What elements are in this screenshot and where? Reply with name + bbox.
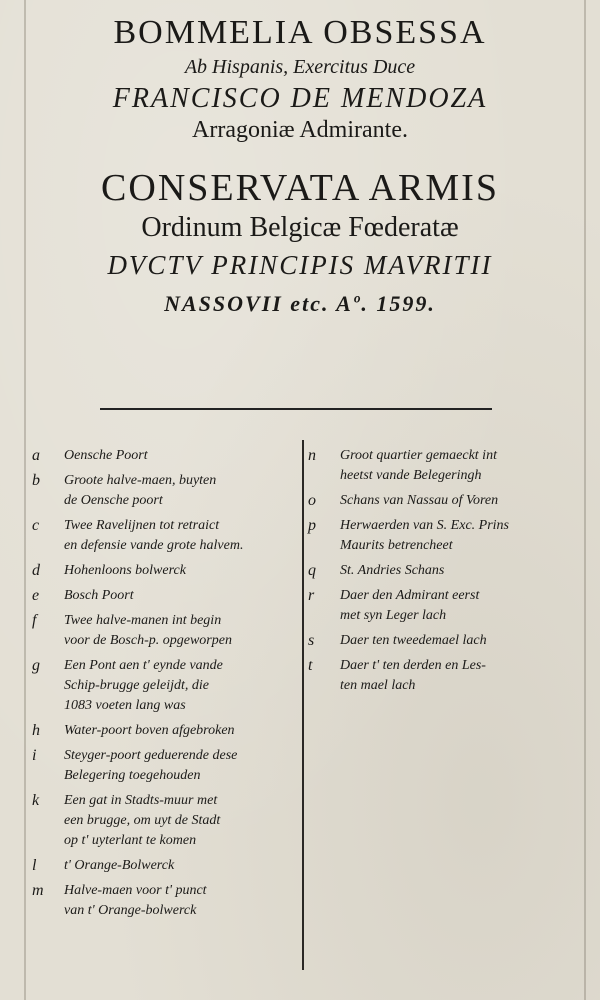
legend-text xyxy=(64,586,298,606)
legend-entry xyxy=(32,471,298,511)
legend-entry xyxy=(308,586,578,626)
legend-text-line: Water-poort boven afgebroken xyxy=(64,723,235,738)
legend-text-line: een brugge, om uyt de Stadt xyxy=(64,813,221,828)
column-divider xyxy=(302,440,304,970)
legend-text-line: Daer ten tweedemael lach xyxy=(340,633,487,648)
legend-entry xyxy=(32,516,298,556)
title-line-4: Arragoniæ Admirante. xyxy=(192,117,408,143)
legend-text xyxy=(64,611,298,651)
legend-text-line: met syn Leger lach xyxy=(340,608,447,623)
legend-text xyxy=(64,881,298,921)
legend-entry xyxy=(32,611,298,651)
legend-text-line: Twee halve-manen int begin xyxy=(64,613,222,628)
legend-text-line: en defensie vande grote halvem. xyxy=(64,538,244,553)
legend-text-line: Groot quartier gemaeckt int xyxy=(340,448,497,463)
legend-text xyxy=(64,721,298,741)
title-line-8: NASSOVII etc. Aº. 1599. xyxy=(164,291,436,316)
legend-key: k xyxy=(32,792,40,809)
legend-text xyxy=(340,516,578,556)
legend-text-line: heetst vande Belegeringh xyxy=(340,468,482,483)
legend-text-line: Herwaerden van S. Exc. Prins xyxy=(340,518,509,533)
legend-key: h xyxy=(32,722,40,739)
legend-text xyxy=(340,446,578,486)
legend-text-line: Schip-brugge geleijdt, die xyxy=(64,678,210,693)
legend-key: f xyxy=(32,612,37,629)
title-line-7: DVCTV PRINCIPIS MAVRITII xyxy=(107,250,493,280)
legend-text xyxy=(64,746,298,786)
legend-text-line: Een Pont aen t' eynde vande xyxy=(64,658,223,673)
legend-entry xyxy=(32,586,298,606)
legend-key: e xyxy=(32,587,40,604)
legend-text-line: voor de Bosch-p. opgeworpen xyxy=(64,633,232,648)
legend-text-line: van t' Orange-bolwerck xyxy=(64,903,197,918)
legend-entry xyxy=(32,746,298,786)
legend-entry xyxy=(308,631,578,651)
legend-text-line: Halve-maen voor t' punct xyxy=(64,883,207,898)
legend-text xyxy=(340,561,578,581)
legend-entry xyxy=(32,446,298,466)
title-line-6: Ordinum Belgicæ Fœderatæ xyxy=(141,212,459,243)
legend-text-line: Oensche Poort xyxy=(64,448,148,463)
title-line-3: FRANCISCO DE MENDOZA xyxy=(112,83,488,114)
legend-entry xyxy=(308,656,578,696)
legend-entry xyxy=(308,561,578,581)
title-cartouche xyxy=(30,14,570,317)
legend-text xyxy=(64,516,298,556)
legend-entry xyxy=(308,446,578,486)
legend-text xyxy=(64,856,298,876)
legend-entry xyxy=(32,561,298,581)
legend-key: g xyxy=(32,657,40,674)
legend-text xyxy=(64,446,298,466)
legend-entry xyxy=(32,791,298,851)
legend-entry xyxy=(308,491,578,511)
legend-text xyxy=(64,656,298,716)
legend-text-line: Hohenloons bolwerck xyxy=(64,563,186,578)
right-margin-line xyxy=(584,0,586,1000)
legend-text xyxy=(64,791,298,851)
legend-key: d xyxy=(32,562,40,579)
legend-text-line: St. Andries Schans xyxy=(340,563,445,578)
legend-key: m xyxy=(32,882,44,899)
legend-text xyxy=(64,471,298,511)
legend-key: a xyxy=(32,447,40,464)
horizontal-rule xyxy=(100,408,492,410)
legend-entry xyxy=(32,856,298,876)
title-line-1: BOMMELIA OBSESSA xyxy=(113,14,487,51)
legend-key: s xyxy=(308,632,315,649)
legend-text-line: Belegering toegehouden xyxy=(64,768,201,783)
legend-text-line: Steyger-poort geduerende dese xyxy=(64,748,238,763)
legend-key: i xyxy=(32,747,37,764)
legend-text-line: ten mael lach xyxy=(340,678,416,693)
legend-text-line: Twee Ravelijnen tot retraict xyxy=(64,518,220,533)
legend-key: r xyxy=(308,587,315,604)
legend-key: t xyxy=(308,657,313,674)
left-margin-line xyxy=(24,0,26,1000)
legend-text-line: op t' uyterlant te komen xyxy=(64,833,197,848)
legend-entry xyxy=(32,881,298,921)
legend-text-line: t' Orange-Bolwerck xyxy=(64,858,175,873)
legend-text xyxy=(340,656,578,696)
legend-entry xyxy=(308,516,578,556)
legend-key: c xyxy=(32,517,40,534)
legend-text-line: Bosch Poort xyxy=(64,588,134,603)
legend-key: q xyxy=(308,562,316,579)
legend-key: n xyxy=(308,447,316,464)
legend-key: b xyxy=(32,472,40,489)
legend-text-line: Schans van Nassau of Voren xyxy=(340,493,499,508)
legend-right-column xyxy=(308,446,578,701)
legend-text-line: 1083 voeten lang was xyxy=(64,698,186,713)
legend-text-line: Daer t' ten derden en Les- xyxy=(340,658,486,673)
legend-key: p xyxy=(308,517,316,534)
legend-text-line: Maurits betrencheet xyxy=(340,538,453,553)
legend-text xyxy=(64,561,298,581)
title-line-2: Ab Hispanis, Exercitus Duce xyxy=(184,56,416,78)
legend-text-line: Groote halve-maen, buyten xyxy=(64,473,217,488)
legend-entry xyxy=(32,656,298,716)
legend-text-line: de Oensche poort xyxy=(64,493,163,508)
legend-entry xyxy=(32,721,298,741)
title-line-5: CONSERVATA ARMIS xyxy=(101,167,499,209)
legend-text-line: Een gat in Stadts-muur met xyxy=(64,793,218,808)
legend-key: l xyxy=(32,857,37,874)
legend-text-line: Daer den Admirant eerst xyxy=(340,588,480,603)
legend-text xyxy=(340,631,578,651)
legend-left-column xyxy=(32,446,298,926)
legend-text xyxy=(340,491,578,511)
legend-key: o xyxy=(308,492,316,509)
legend-text xyxy=(340,586,578,626)
